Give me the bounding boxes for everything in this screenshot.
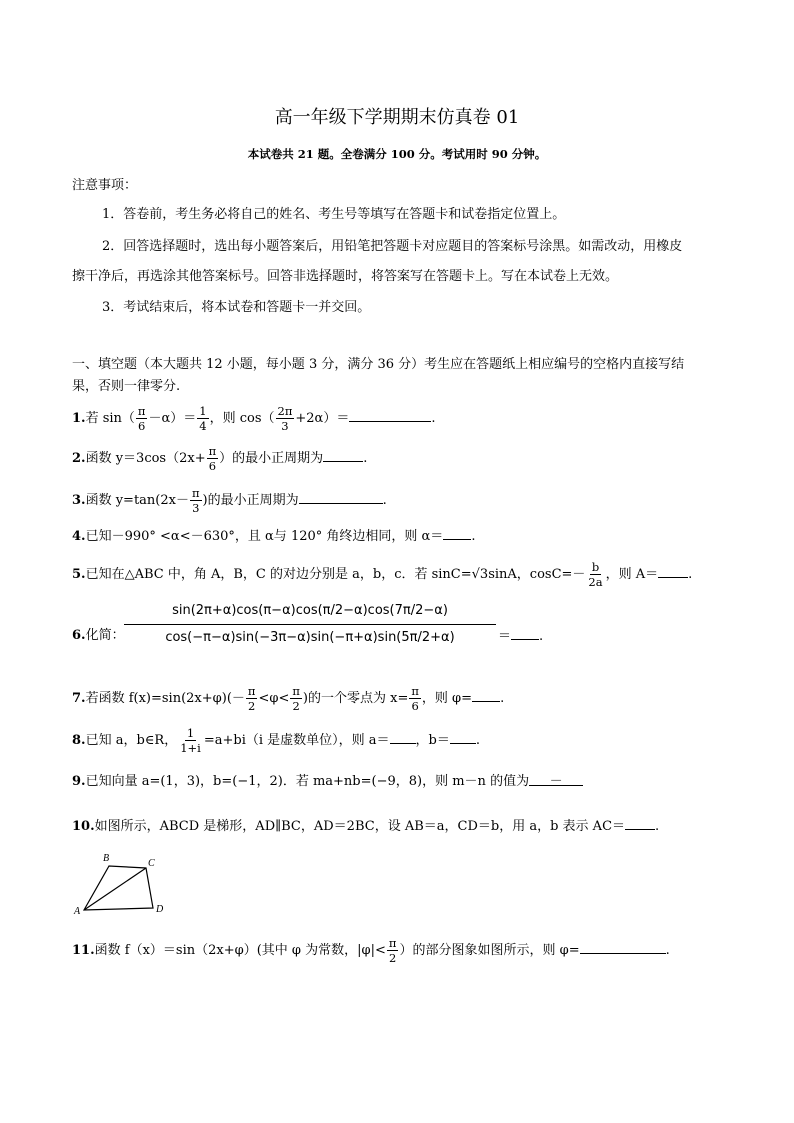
- fraction: $\frac{\pi}{2}$: [247, 684, 256, 713]
- fraction: $\frac{\pi}{6}$: [208, 444, 217, 473]
- question-4: 4.已知－990° <α<－630°，且 α与 120° 角终边相同，则 α＝ .: [72, 526, 475, 547]
- fraction: $\frac{1}{1+i}$: [180, 726, 201, 755]
- question-9: 9.已知向量 a=(1，3)，b=(−1，2)．若 ma+nb=(−9，8)，则 m－n 的值为 －: [72, 772, 583, 792]
- notice-item-3: 3．考试结束后，将本试卷和答题卡一并交回。: [102, 300, 371, 315]
- answer-blank[interactable]: [443, 526, 471, 540]
- notice-heading: 注意事项：: [72, 178, 138, 193]
- fraction: $\frac{\pi}{2}$: [388, 936, 397, 965]
- section-heading-cont: 果，否则一律零分.: [72, 379, 181, 394]
- question-3: 3.函数 y=tan(2x－ $\frac{\pi}{3}$ )的最小正周期为 .: [72, 486, 387, 515]
- notice-item-2: 2．回答选择题时，选出每小题答案后，用铅笔把答题卡对应题目的答案标号涂黑。如需改动，用橡皮: [102, 239, 683, 254]
- question-8: 8.已知 a，b∈R， $\frac{1}{1+i}$ =a+bi（i 是虚数单位），则 a＝ ，b＝ .: [72, 726, 481, 755]
- vertex-c-label: C: [148, 858, 155, 869]
- answer-blank[interactable]: [472, 688, 500, 702]
- question-11: 11.函数 f（x）＝sin（2x+φ）(其中 φ 为常数，|φ|< $\frac{\pi}{2}$ ）的部分图象如图所示，则 φ= .: [72, 936, 670, 965]
- question-7: 7.若函数 f(x)=sin(2x+φ)(－ $\frac{\pi}{2}$ <φ< $\frac{\pi}{2}$ )的一个零点为 x= $\frac{\pi}{6}$ ，则 φ= .: [72, 684, 505, 713]
- fraction: $\frac{1}{4}$: [199, 404, 207, 433]
- vertex-b-label: B: [103, 853, 110, 864]
- question-6-fraction: [124, 600, 496, 649]
- notice-item-2-cont: 擦干净后，再选涂其他答案标号。回答非选择题时，将答案写在答题卡上。写在本试卷上无效。: [72, 269, 619, 284]
- notice-item-1: 1．答卷前，考生务必将自己的姓名、考生号等填写在答题卡和试卷指定位置上。: [102, 207, 566, 222]
- answer-blank[interactable]: [390, 730, 416, 744]
- fraction-numerator: sin(2π+α)cos(π−α)cos(π/2−α)cos(7π/2−α): [172, 603, 448, 618]
- section-heading: 一、填空题（本大题共 12 小题，每小题 3 分，满分 36 分）考生应在答题纸上相应编号的空格内直接写结: [72, 357, 685, 372]
- answer-blank[interactable]: [625, 816, 655, 830]
- trapezoid-figure: [70, 852, 170, 918]
- exam-info: 本试卷共 21 题。全卷满分 100 分。考试用时 90 分钟。: [247, 147, 547, 161]
- page-title: 高一年级下学期期末仿真卷 01: [274, 107, 520, 128]
- question-6-answer: ＝ .: [498, 626, 543, 647]
- fraction: $\frac{\pi}{6}$: [411, 684, 419, 713]
- fraction: $\frac{\pi}{6}$: [137, 404, 146, 433]
- answer-blank[interactable]: [511, 626, 539, 640]
- question-5: 5.已知在△ABC 中，角 A，B，C 的对边分别是 a，b，c．若 sinC=√3sinA，cosC=－ $\frac{b}{2a}$ ，则 A＝ .: [72, 560, 693, 589]
- answer-blank[interactable]: －: [529, 772, 583, 786]
- answer-blank[interactable]: [299, 490, 383, 504]
- answer-blank[interactable]: [323, 448, 363, 462]
- question-6-label: 6.化简：: [72, 628, 125, 643]
- vertex-d-label: D: [156, 904, 164, 915]
- answer-blank[interactable]: [450, 730, 476, 744]
- vertex-a-label: A: [74, 906, 81, 917]
- answer-blank[interactable]: [658, 564, 688, 578]
- question-10: 10.如图所示，ABCD 是梯形，AD∥BC，AD＝2BC，设 AB＝a，CD＝b，用 a，b 表示 AC＝ .: [72, 816, 659, 837]
- answer-blank[interactable]: [349, 408, 431, 422]
- fraction: $\frac{b}{2a}$: [588, 560, 603, 589]
- question-2: 2.函数 y＝3cos（2x+ $\frac{\pi}{6}$ ）的最小正周期为 .: [72, 444, 368, 473]
- fraction-denominator: cos(−π−α)sin(−3π−α)sin(−π+α)sin(5π/2+α): [165, 630, 455, 645]
- fraction: $\frac{2\pi}{3}$: [277, 404, 293, 433]
- answer-blank[interactable]: [580, 940, 666, 954]
- question-1: 1.若 sin（ $\frac{\pi}{6}$ －α）＝ $\frac{1}{4}$ ，则 cos（ $\frac{2\pi}{3}$ +2α）＝ .: [72, 404, 436, 433]
- fraction: $\frac{\pi}{3}$: [191, 486, 200, 515]
- fraction: $\frac{\pi}{2}$: [292, 684, 300, 713]
